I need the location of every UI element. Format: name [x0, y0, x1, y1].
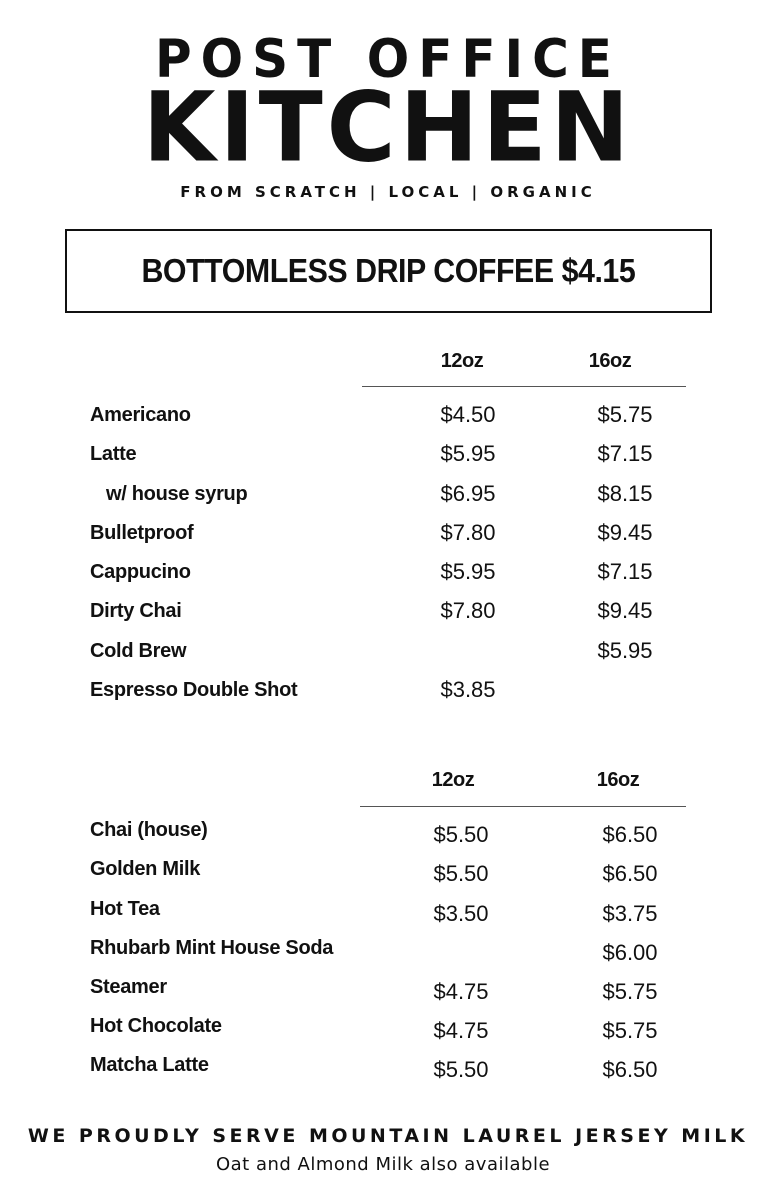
price-hot-tea-12oz: $3.50: [433, 901, 489, 926]
price-chai-house-16oz: $6.50: [602, 822, 658, 847]
price-cappucino-12oz: $5.95: [440, 559, 496, 584]
menu-item-dirty-chai: Dirty Chai: [90, 600, 182, 622]
price-dirty-chai-16oz: $9.45: [597, 598, 653, 623]
menu-item-steamer: Steamer: [90, 976, 167, 998]
menu-item-hot-chocolate: Hot Chocolate: [90, 1015, 222, 1037]
brand-name-main: KITCHEN: [142, 72, 634, 185]
price-espresso-double-shot-12oz: $3.85: [440, 677, 496, 702]
menu-item-rhubarb-mint-house-soda: Rhubarb Mint House Soda: [90, 937, 334, 959]
tagline: FROM SCRATCH | LOCAL | ORGANIC: [180, 183, 596, 201]
price-dirty-chai-12oz: $7.80: [440, 598, 496, 623]
price-bulletproof-16oz: $9.45: [597, 520, 653, 545]
other-size-head-16oz: 16oz: [596, 769, 640, 791]
price-americano-12oz: $4.50: [440, 402, 496, 427]
price-rhubarb-mint-house-soda-16oz: $6.00: [602, 940, 658, 965]
price-golden-milk-16oz: $6.50: [602, 861, 658, 886]
menu-item-hot-tea: Hot Tea: [90, 898, 160, 920]
price-hot-chocolate-16oz: $5.75: [602, 1018, 658, 1043]
menu-item-cappucino: Cappucino: [90, 561, 191, 583]
price-bulletproof-12oz: $7.80: [440, 520, 496, 545]
coffee-header-rule: [362, 386, 686, 387]
alt-milk-note: Oat and Almond Milk also available: [215, 1154, 551, 1175]
price-chai-house-12oz: $5.50: [433, 822, 489, 847]
menu-item-espresso-double-shot: Espresso Double Shot: [90, 679, 298, 701]
price-cappucino-16oz: $7.15: [597, 559, 653, 584]
price-matcha-latte-12oz: $5.50: [433, 1057, 489, 1082]
price-latte-16oz: $7.15: [597, 441, 653, 466]
price-hot-chocolate-12oz: $4.75: [433, 1018, 489, 1043]
drip-coffee-banner: [65, 229, 712, 313]
price-matcha-latte-16oz: $6.50: [602, 1057, 658, 1082]
price-steamer-16oz: $5.75: [602, 979, 658, 1004]
menu-item-matcha-latte: Matcha Latte: [90, 1054, 209, 1076]
menu-item-golden-milk: Golden Milk: [90, 858, 201, 880]
price-golden-milk-12oz: $5.50: [433, 861, 489, 886]
other-size-head-12oz: 12oz: [431, 769, 475, 791]
brand-name-top: POST OFFICE: [155, 28, 621, 90]
coffee-size-head-12oz: 12oz: [440, 350, 484, 372]
price-hot-tea-16oz: $3.75: [602, 901, 658, 926]
price-latte-house-syrup-12oz: $6.95: [440, 481, 496, 506]
menu-item-cold-brew: Cold Brew: [90, 640, 187, 662]
price-latte-house-syrup-16oz: $8.15: [597, 481, 653, 506]
price-americano-16oz: $5.75: [597, 402, 653, 427]
milk-supplier-note: WE PROUDLY SERVE MOUNTAIN LAUREL JERSEY MILK: [27, 1125, 749, 1147]
coffee-size-head-16oz: 16oz: [588, 350, 632, 372]
price-latte-12oz: $5.95: [440, 441, 496, 466]
menu-item-latte-house-syrup: w/ house syrup: [106, 483, 248, 505]
menu-item-chai-house: Chai (house): [90, 819, 208, 841]
other-header-rule: [360, 806, 686, 807]
drip-coffee-banner-text: BOTTOMLESS DRIP COFFEE $4.15: [141, 252, 636, 289]
menu-item-americano: Americano: [90, 404, 191, 426]
price-steamer-12oz: $4.75: [433, 979, 489, 1004]
price-cold-brew-16oz: $5.95: [597, 638, 653, 663]
menu-item-latte: Latte: [90, 443, 137, 465]
menu-item-bulletproof: Bulletproof: [90, 522, 194, 544]
